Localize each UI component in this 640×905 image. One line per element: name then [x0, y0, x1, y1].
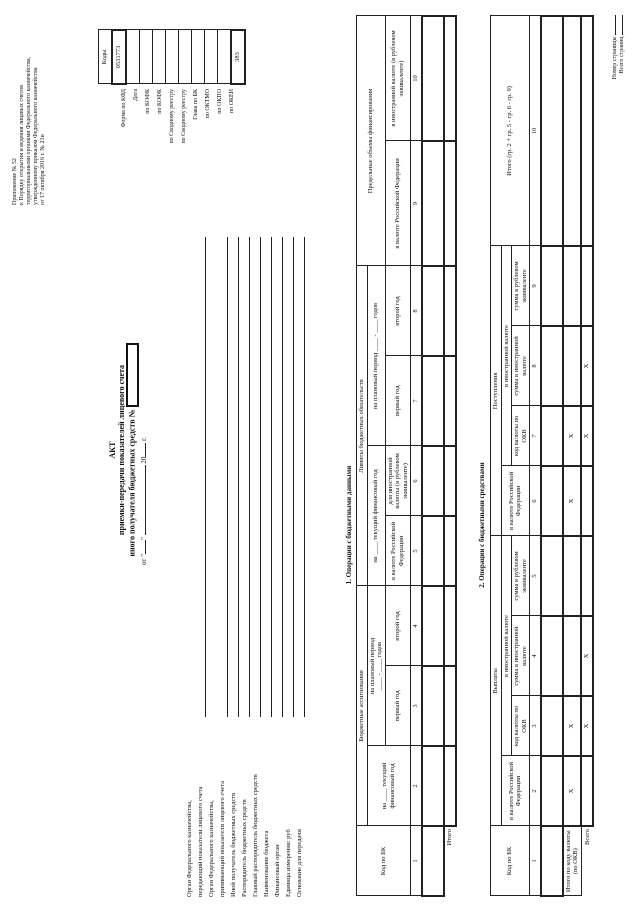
field-underline	[304, 237, 305, 717]
code-value	[205, 30, 218, 84]
code-label: по Сводному реестру	[181, 89, 187, 144]
header-field: Основание для передачи	[296, 829, 303, 897]
header-field: Иной получатель бюджетных средств	[230, 792, 237, 897]
field-underline	[271, 237, 272, 717]
s1-limits: Лимиты бюджетных обязательств	[357, 266, 368, 586]
header-field: Главный распорядитель бюджетных средств	[252, 774, 259, 897]
field-underline	[260, 237, 261, 717]
header-field: Финансовый орган	[274, 844, 281, 897]
column-number: 4	[411, 586, 422, 666]
s2-data-row	[541, 16, 563, 896]
s1-budget-alloc: Бюджетные ассигнования	[357, 586, 368, 826]
column-number: 8	[530, 326, 541, 406]
s2-grand-total-row: Всего X X X X	[581, 16, 593, 896]
column-number: 1	[411, 826, 422, 896]
field-underline	[249, 237, 250, 717]
section2-title: 2. Операции с бюджетными средствами	[478, 462, 486, 588]
code-label: по ОКПО	[217, 89, 223, 114]
code-value	[192, 30, 205, 84]
column-number: 4	[530, 616, 541, 696]
codes-labels	[111, 89, 241, 205]
column-number: 3	[411, 666, 422, 746]
s1-planned-period-lim: на плановый период ____ - ____ годов	[367, 266, 385, 446]
field-underline	[227, 237, 228, 717]
header-field: Орган Федерального казначейства,	[186, 800, 193, 897]
code-label: по КОФК	[145, 89, 151, 114]
code-value: 383	[231, 30, 245, 84]
code-value	[179, 30, 192, 84]
s1-planned-volumes: Предельные объемы финансирования	[357, 16, 386, 266]
header-field: передающий показатели лицевого счета	[197, 786, 204, 897]
column-number: 1	[530, 826, 541, 896]
column-number: 5	[411, 516, 422, 586]
column-number: 3	[530, 696, 541, 756]
section1-title: 1. Операции с бюджетными данными	[345, 465, 353, 585]
document-title: АКТ приемки-передачи показателей лицевого счета иного получателя бюджетных средств №	[108, 285, 139, 615]
column-number: 2	[530, 756, 541, 826]
code-value	[126, 30, 140, 84]
code-label: по ОКЕИ	[229, 89, 235, 114]
date-line: от "" 20 г.	[140, 436, 148, 565]
code-value	[166, 30, 179, 84]
appendix-note: Приложение № 52 к Порядку открытия и ведения лицевых счетов территориальными органами Федерального казначейства, утвержденному приказом Федерального казначейства от 17 октября 2016 г. № 21н	[12, 56, 46, 205]
code-label: Форма по КФД	[121, 89, 127, 128]
field-underline	[205, 237, 206, 717]
header-field: Распорядитель бюджетных средств	[241, 799, 248, 897]
s1-total-row: Итого	[444, 16, 456, 896]
act-number-box	[126, 343, 139, 407]
code-value	[218, 30, 232, 84]
column-number: 9	[411, 141, 422, 266]
s1-na-current-fy: на ____ текущий финансовый год	[367, 746, 411, 826]
field-underline	[293, 237, 294, 717]
header-field: принимающий показатели лицевого счета	[219, 780, 226, 897]
column-number: 6	[530, 466, 541, 536]
s1-na-current-fy-lim: на ____ текущий финансовый год	[367, 446, 385, 586]
column-number: 2	[411, 746, 422, 826]
column-number: 8	[411, 266, 422, 356]
column-number: 7	[530, 406, 541, 466]
code-label: Глава по БК	[193, 89, 199, 120]
header-field: Орган Федерального казначейства,	[208, 800, 215, 897]
code-value	[140, 30, 153, 84]
codes-table: Коды 0531773 383	[98, 29, 246, 85]
column-number: 10	[530, 16, 541, 246]
header-fields	[186, 257, 346, 897]
field-underline	[238, 237, 239, 717]
s2-total-formula: Итого (гр. 2 + гр. 5 - гр. 6 - гр. 9)	[491, 16, 530, 246]
code-label: по Сводному реестру	[169, 89, 175, 144]
column-number: 9	[530, 246, 541, 326]
header-field: Наименование бюджета	[263, 830, 270, 897]
s1-data-row	[422, 16, 444, 896]
s2-kod-bk: Код по БК	[491, 826, 530, 896]
code-label: по ОКТМО	[205, 89, 211, 119]
s1-planned-period: на плановый период ____ - ____ годов	[367, 586, 385, 746]
field-underline	[282, 237, 283, 717]
code-label: Дата	[133, 89, 139, 101]
s2-receipts: Поступления	[491, 246, 502, 536]
s2-payments: Выплаты	[491, 536, 502, 826]
code-value	[153, 30, 166, 84]
s2-total-by-currency-row: Итого по коду валюты (по ОКВ) X X X X	[563, 16, 582, 896]
column-number: 6	[411, 446, 422, 516]
column-number: 10	[411, 16, 422, 141]
column-number: 7	[411, 356, 422, 446]
code-value: 0531773	[112, 30, 126, 84]
code-label: по КОФК	[157, 89, 163, 114]
section2-table: Код по БК Выплаты Поступления Итого (гр. 2 + гр. 5 - гр. 6 - гр. 9) в валюте Российской Федерации в иностранной валюте в валюте Российской Федерации в иностранной валюте код валюты по ОКВ сумма в иностранной валюте сумма в рублевом эквиваленте код валюты по ОКВ сумма в иностранной валюте сумма в рублевом эквиваленте 1 2 3 4 5 6 7 8 9 10 Итого по коду валюты (по ОКВ) X X X X Всего X X X X	[490, 15, 594, 897]
section1-table: Код по БК Бюджетные ассигнования Лимиты бюджетных обязательств Предельные объемы финансирования на ____ текущий финансовый год на плановый период ____ - ____ годов на ____ текущий финансовый год на плановый период ____ - ____ годов первый год второй год в валюте Российской Федерации для иностранной валюты (в рублевом эквиваленте) первый год второй год в валюте Российской Федерации в иностранной валюте (в рублевом эквиваленте) 1 2 3 4 5 6 7 8 9 10 Итого	[356, 15, 457, 897]
page-footer: Номер страницы Всего страниц	[612, 15, 626, 125]
header-field: Единица измерения: руб	[285, 829, 292, 897]
column-number: 5	[530, 536, 541, 616]
s1-kod-bk: Код по БК	[357, 826, 411, 896]
